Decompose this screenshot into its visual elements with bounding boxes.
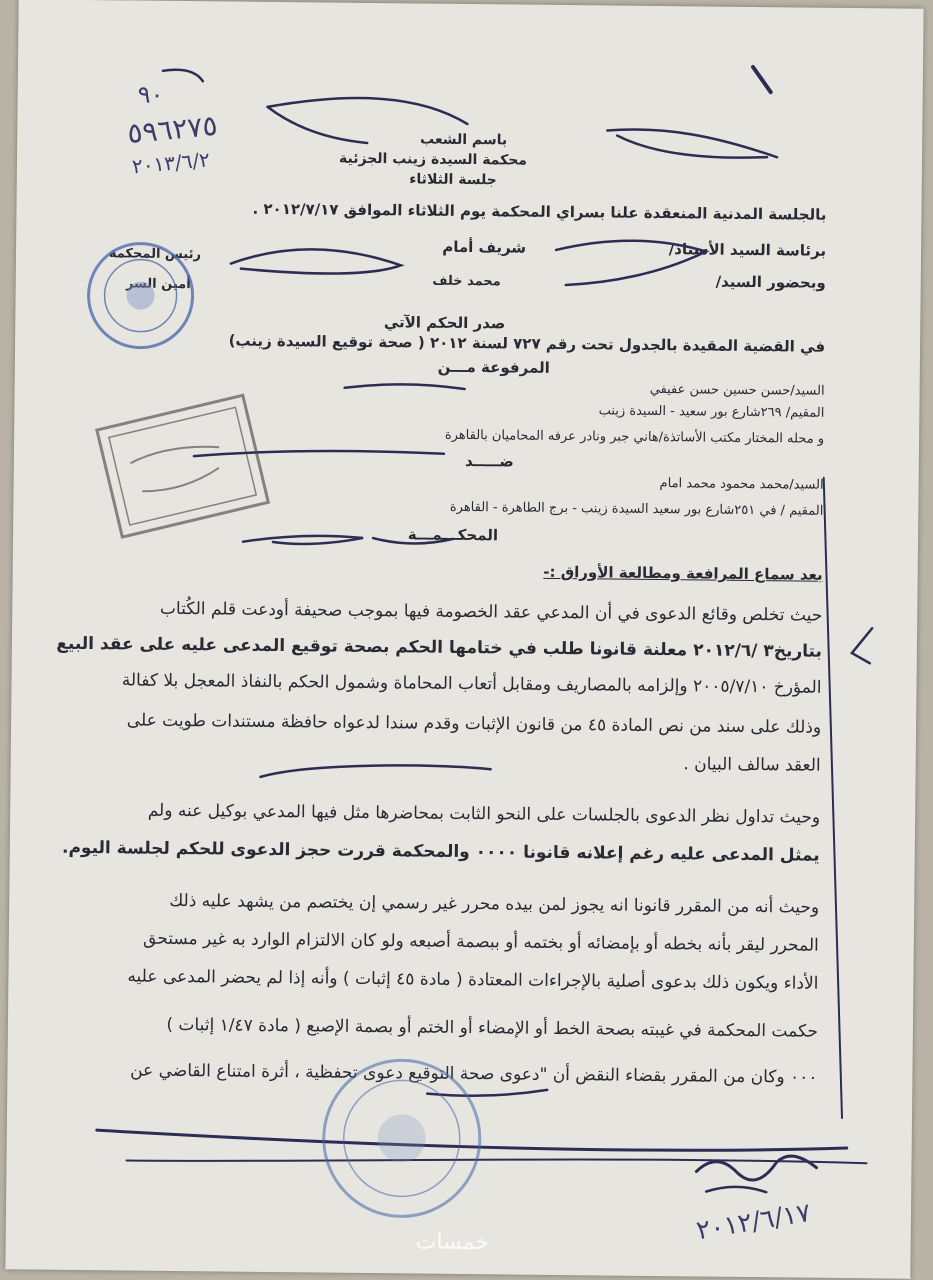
plaintiff-name: السيد/حسن حسين حسن عفيفي (649, 381, 825, 399)
defendant-name: السيد/محمد محمود محمد امام (659, 476, 824, 493)
presence-name: محمد خلف (432, 273, 501, 290)
presidency-name: شريف أمام (442, 237, 527, 257)
body-line-2: بتاريخ٣ /٢٠١٢/٦ معلنة قانونا طلب في ختامها الحكم بصحة توقيع المدعى عليه على عقد البيع (56, 633, 822, 662)
court-label: المحكـــمـــة (407, 525, 499, 545)
body-line-8: وحيث أنه من المقرر قانونا انه يجوز لمن بيده محرر غير رسمي إن يختصم من يشهد عليه ذلك (169, 890, 820, 918)
handwritten-number-1: ٩٠ (137, 80, 164, 109)
versus-label: ضـــــد (464, 451, 514, 471)
body-line-5: العقد سالف البيان . (683, 754, 821, 776)
body-line-12: ٠٠٠ وكان من المقرر بقضاء النقض أن "دعوى صحة التوقيع دعوى تحفظية ، أثرة امتناع القاضي عن (130, 1060, 818, 1088)
presidency-label: برئاسة السيد الأستاذ/ (668, 240, 827, 260)
body-line-1: حيث تخلص وقائع الدعوى في أن المدعي عقد الخصومة فيها بموجب صحيفة أودعت قلم الكُتاب (159, 598, 823, 626)
header-line-2: محكمة السيدة زينب الجزئية (339, 150, 528, 169)
case-line: في القضية المقيدة بالجدول تحت رقم ٧٢٧ لسنة ٢٠١٢ ( صحة توقيع السيدة زينب) (228, 331, 826, 356)
presence-label: وبحضور السيد/ (715, 272, 826, 292)
body-line-4: وذلك على سند من نص المادة ٤٥ من قانون الإثبات وقدم سندا لدعواه حافظة مستندات طويت على (126, 710, 822, 738)
handwritten-date-top: ٢٠١٣/٦/٢ (131, 147, 211, 179)
body-line-3: المؤرخ ٢٠٠٥/٧/١٠ وإلزامه بالمصاريف ومقابل أتعاب المحاماة وشمول الحكم بالنفاذ المعجل بلا كفالة (121, 670, 822, 698)
plaintiff-office: و محله المختار مكتب الأساتذة/هاني جبر ونادر عرفه المحاميان بالقاهرة (444, 427, 825, 447)
watermark-logo: خمسات (415, 1229, 490, 1256)
ruling-title: صدر الحكم الآتي (383, 313, 506, 333)
plaintiff-address: المقيم/ ٢٦٩شارع بور سعيد - السيدة زينب (598, 403, 825, 421)
body-line-10: الأداء ويكون ذلك بدعوى أصلية بالإجراءات المعتادة ( مادة ٤٥ إثبات ) وأنه إذا لم يحضر المدعى عليه (127, 966, 819, 994)
session-line: بالجلسة المدنية المنعقدة علنا بسراي المحكمة يوم الثلاثاء الموافق ٢٠١٢/٧/١٧ . (252, 199, 827, 224)
document-page (5, 0, 923, 1279)
filed-by: المرفوعة مـــن (437, 357, 550, 377)
handwritten-number-2: ٥٩٦٢٧٥ (125, 108, 219, 151)
body-line-6: وحيث تداول نظر الدعوى بالجلسات على النحو الثابت بمحاضرها مثل فيها المدعي بوكيل عنه ولم (147, 800, 821, 828)
handwritten-date-bottom: ٢٠١٢/٦/١٧ (694, 1197, 813, 1247)
body-line-9: المحرر ليقر بأنه بخطه أو بإمضائه أو بختمه أو ببصمة أصبعه ولو كان الالتزام الوارد به غير مستحق (142, 928, 819, 956)
presidency-title: رئيس المحكمة (108, 246, 202, 263)
header-line-3: جلسة الثلاثاء (409, 171, 497, 189)
header-line-1: باسم الشعب (419, 131, 508, 149)
presence-title: أمين السر (125, 276, 191, 293)
body-line-7: يمثل المدعى عليه رغم إعلانه قانونا ٠٠٠٠ والمحكمة قررت حجز الدعوى للحكم لجلسة اليوم. (61, 837, 820, 866)
defendant-address: المقيم / في ٢٥١شارع بور سعيد السيدة زينب - برج الطاهرة - القاهرة (449, 499, 824, 519)
body-line-11: حكمت المحكمة في غيبته بصحة الخط أو الإمضاء أو الختم أو بصمة الإصبع ( مادة ١/٤٧ إثبات ) (166, 1014, 819, 1042)
after-hearing-heading: بعد سماع المرافعة ومطالعة الأوراق :- (543, 562, 823, 584)
